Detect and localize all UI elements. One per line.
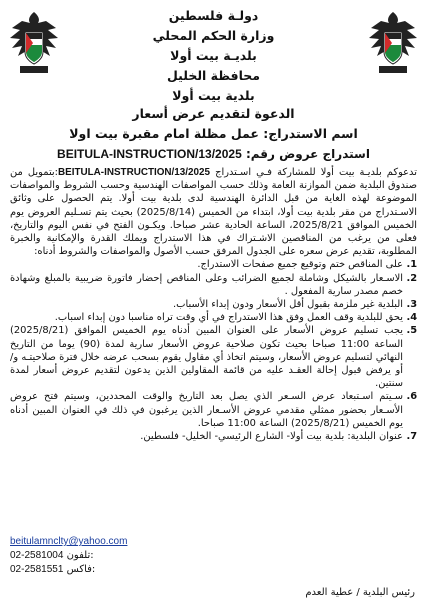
intro-text: :بتمويل من صندوق البلدية ضمن الموازنة العامة وذلك حسب المواصفات الهندسية وحسب الشروط والمواصفات الموضوعة لهذه الغاية من قبل الدائرة الهندسية لدى بلدية بيت أولا. يتم الحصول على وثائق الاسـتدراج من مقر بلدية بيت أولا، ابتداء من الخميس (2025/8/14) بحيث يتم تسـليم العروض يوم الخميس الموافق 2025/8/21، الساعة الحادية عشر صباحا. ويكـون الفتح في نفس اليوم والتاريخ، فعلى من يرغب من المناقصين الاشـتراك في هذا الاستدراج ويملك القدرة والإمكانية والخبرة المطلوبة، تقديم عرض سعره على الجدول المرفق حسب الأصول والمواصفات والشروط أدناه: [10,167,418,258]
email-link[interactable]: beitulamnclty@yahoo.com [10,536,128,547]
condition-item: 5. يجب تسليم عروض الأسعار على العنوان المبين أدناه يوم الخميس الموافق (2025/8/21) الساعة 11:00 صباحا بحيث تكون صلاحية عروض الأسعار سارية لمدة (90) يوما من التاريخ النهائي لتسليم عروض الأسعار، وسيتم اتخاذ أي مقاول يقوم بسحب عرضه خلال فترة صلاحيتـه و/أو يرفض قبول إحالة العقـد عليه من قائمة المقاولين الذين يدعون لتقديم عروض أسعار لمدة سنتين. [10,324,403,390]
condition-item: 2. الاسـعار بالشيكل وشاملة لجميع الضرائب وعلى المناقص إحضار فاتورة ضريبية بالمبلغ وشهادة خصم مصدر سارية المفعول . [10,272,403,298]
tender-number-label: استدراج عروض رقم: [245,147,370,161]
header-municipality: بلديـة بيت أولا [170,48,257,63]
letterhead [70,6,357,106]
announcement-titles [8,104,419,164]
condition-item: 4. يحق للبلدية وقف العمل وفق هذا الاستدراج في أي وقت تراه مناسبا دون إبداء اسباب. [10,311,403,324]
palestine-emblem-icon [6,8,62,78]
phone-label: تلفون: [66,550,94,561]
intro-paragraph [10,166,417,258]
header-country: دولـة فلسطين [168,8,259,23]
conditions-list [10,258,417,443]
intro-code: BEITULA-INSTRUCTION/13/2025 [58,167,210,178]
condition-item: 3. البلدية غير ملزمة بقبول أقل الأسعار ودون إبداء الأسباب. [10,298,403,311]
condition-item: 7. عنوان البلدية: بلدية بيت أولا- الشارع الرئيسي- الخليل- فلسطين. [10,430,403,443]
tender-number [8,144,419,164]
fax-label: فاكس: [66,564,96,575]
palestine-emblem-icon [365,8,421,78]
invitation-title: الدعوة لتقديم عرض أسعار [132,106,295,121]
fax-number: 02-2581551 [10,564,64,575]
intro-prefix: تدعوكم بلديـة بيت أولا للمشاركة فـي اسـتدراج [215,167,417,178]
tender-number-code: BEITULA-INSTRUCTION/13/2025 [57,147,242,161]
condition-item: 1. على المناقص ختم وتوقيع جميع صفحات الاستدراج. [10,258,403,271]
announcement-body [10,166,417,443]
header-municipality-2: بلدية بيت أولا [172,88,255,103]
header-governorate: محافظة الخليل [166,68,261,83]
tender-name: اسم الاستدراج: عمل مظلة امام مقبرة بيت اولا [69,126,358,141]
condition-item: 6. سـيتم اسـتبعاد عرض السـعر الذي يصل بعد التاريخ والوقت المحددين، وسيتم فتح عروض الأسـعار بحضور ممثلي مقدمي عروض الأسـعار الذين يرغبون في ذلك في العنوان المبين أدناه يوم الخميس (2025/8/21) الساعة 11:00 صباحا. [10,390,403,430]
signature: رئيس البلدية / عطية العدم [305,587,415,598]
header-ministry: وزارة الحكم المحلي [152,28,275,43]
phone-number: 02-2581004 [10,550,64,561]
contact-block [10,535,127,577]
